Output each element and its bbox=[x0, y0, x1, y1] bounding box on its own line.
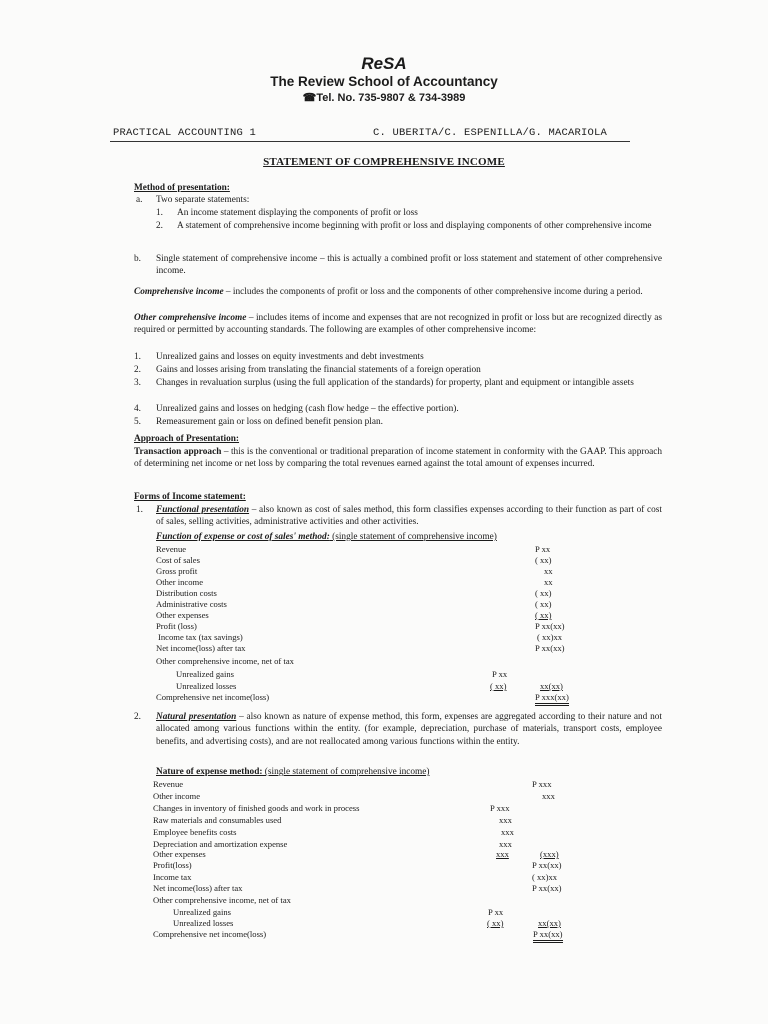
table-row-label: Income tax (tax savings) bbox=[158, 632, 243, 642]
natural-description bbox=[156, 711, 662, 748]
approach-text bbox=[134, 446, 662, 471]
example-num: 2. bbox=[134, 365, 141, 375]
table-row-label: Income tax bbox=[153, 872, 192, 882]
amount-component: P xx bbox=[488, 907, 504, 917]
oci-term: Other comprehensive income bbox=[134, 313, 247, 323]
table-row-label: Distribution costs bbox=[156, 588, 217, 598]
amount-total: P xxx bbox=[532, 779, 552, 789]
comprehensive-income-definition bbox=[134, 286, 662, 298]
instructors-label: C. UBERITA/C. ESPENILLA/G. MACARIOLA bbox=[373, 127, 608, 139]
example-item: Remeasurement gain or loss on defined benefit pension plan. bbox=[156, 417, 383, 427]
method-a-marker: a. bbox=[136, 195, 143, 205]
method-a-text: Two separate statements: bbox=[156, 195, 250, 205]
amount-total: ( xx) bbox=[535, 599, 552, 609]
amount-total: xx(xx) bbox=[538, 918, 561, 928]
telephone-line: ☎Tel. No. 735-9807 & 734-3989 bbox=[302, 92, 466, 104]
oci-definition bbox=[134, 312, 662, 337]
functional-num: 1. bbox=[136, 505, 143, 515]
amount-total: ( xx)xx bbox=[537, 632, 563, 642]
table-subtitle: (single statement of comprehensive income) bbox=[262, 767, 430, 777]
amount-total: xx bbox=[544, 577, 553, 587]
table-row-label: Other income bbox=[156, 577, 204, 587]
logo-text: ReSA bbox=[361, 54, 407, 73]
table-row-label: Changes in inventory of finished goods and work in process bbox=[153, 803, 360, 813]
table-row-label: Comprehensive net income(loss) bbox=[156, 692, 270, 702]
table-row-label: Net income(loss) after tax bbox=[156, 643, 246, 653]
method-item: An income statement displaying the components of profit or loss bbox=[177, 208, 418, 218]
method-b-text: Single statement of comprehensive income – this is actually a combined profit or loss statement and statement of other comprehensive income. bbox=[156, 254, 662, 277]
school-name: The Review School of Accountancy bbox=[270, 74, 498, 89]
table-row-label: Revenue bbox=[153, 779, 184, 789]
amount-total: P xx(xx) bbox=[532, 883, 562, 893]
table-row-label: Other expenses bbox=[156, 610, 209, 620]
table-row-label: Depreciation and amortization expense bbox=[153, 839, 288, 849]
amount-component: xxx bbox=[499, 839, 512, 849]
method-b-marker: b. bbox=[134, 254, 141, 264]
table-row-label: Employee benefits costs bbox=[153, 827, 237, 837]
ci-term: Comprehensive income bbox=[134, 287, 224, 297]
table-row-label: Other expenses bbox=[153, 849, 206, 859]
example-num: 5. bbox=[134, 417, 141, 427]
table-row-label: Other comprehensive income, net of tax bbox=[156, 656, 294, 666]
example-item: Unrealized gains and losses on equity investments and debt investments bbox=[156, 352, 424, 362]
ci-text: – includes the components of profit or loss and the components of other comprehensive income during a period. bbox=[223, 287, 643, 297]
amount-total: P xx bbox=[535, 544, 551, 554]
table-row-label: Unrealized losses bbox=[176, 681, 237, 691]
table-row-label: Unrealized gains bbox=[173, 907, 231, 917]
table-row-label: Unrealized gains bbox=[176, 669, 234, 679]
amount-total: ( xx) bbox=[535, 588, 552, 598]
functional-term: Functional presentation bbox=[156, 505, 250, 515]
table-row-label: Comprehensive net income(loss) bbox=[153, 929, 267, 939]
method-item-num: 2. bbox=[156, 221, 163, 231]
approach-body: – this is the conventional or traditional preparation of income statement in conformity with the GAAP. This approach of determining net income or net loss by comparing the total revenues earned against the total amount of expenses incurred. bbox=[134, 447, 662, 470]
amount-total: P xx(xx) bbox=[535, 643, 565, 653]
amount-component: P xxx bbox=[490, 803, 510, 813]
table-row-label: Revenue bbox=[156, 544, 187, 554]
method-item: A statement of comprehensive income beginning with profit or loss and displaying components of other comprehensive income bbox=[177, 221, 652, 231]
example-num: 3. bbox=[134, 378, 141, 388]
table-row-label: Other income bbox=[153, 791, 201, 801]
functional-table-title bbox=[156, 531, 497, 543]
amount-total: ( xx) bbox=[535, 555, 552, 565]
table-row-label: Profit(loss) bbox=[153, 860, 192, 870]
functional-text: – also known as cost of sales method, this form classifies expenses according to their function as part of cost of sales, selling activities, administrative activities and other activities. bbox=[156, 505, 662, 528]
table-row-label: Profit (loss) bbox=[156, 621, 197, 631]
example-item: Unrealized gains and losses on hedging (cash flow hedge – the effective portion). bbox=[156, 404, 459, 414]
natural-table-title bbox=[156, 766, 430, 778]
table-row-label: Administrative costs bbox=[156, 599, 227, 609]
subject-label: PRACTICAL ACCOUNTING 1 bbox=[113, 127, 257, 139]
table-row-label: Unrealized losses bbox=[173, 918, 234, 928]
table-title: Function of expense or cost of sales' method: bbox=[156, 532, 330, 542]
amount-total: xx(xx) bbox=[540, 681, 563, 691]
approach-heading: Approach of Presentation: bbox=[134, 434, 240, 444]
table-title: Nature of expense method: bbox=[156, 767, 263, 777]
table-row-label: Raw materials and consumables used bbox=[153, 815, 282, 825]
table-row-label: Net income(loss) after tax bbox=[153, 883, 243, 893]
amount-total: P xx(xx) bbox=[532, 860, 562, 870]
natural-num: 2. bbox=[134, 712, 141, 722]
amount-component: ( xx) bbox=[490, 681, 507, 691]
natural-term: Natural presentation bbox=[156, 712, 237, 722]
method-item-num: 1. bbox=[156, 208, 163, 218]
amount-total: xx bbox=[544, 566, 553, 576]
amount-component: xxx bbox=[499, 815, 512, 825]
approach-term: Transaction approach bbox=[134, 447, 222, 457]
table-row-label: Other comprehensive income, net of tax bbox=[153, 895, 291, 905]
amount-component: xxx bbox=[496, 849, 509, 859]
functional-description bbox=[156, 504, 662, 529]
natural-text: – also known as nature of expense method, this form, expenses are aggregated according to their nature and not allocated among various functions within the entity. (for example, depreciation, purchase of materials, transport costs, employee benefits, and advertising costs), and are not reallocated among various functions within the entity. bbox=[156, 712, 662, 747]
amount-total: P xxx(xx) bbox=[535, 692, 569, 706]
method-heading: Method of presentation: bbox=[134, 183, 230, 193]
amount-component: P xx bbox=[492, 669, 508, 679]
amount-component: xxx bbox=[501, 827, 514, 837]
example-item: Changes in revaluation surplus (using the full application of the standards) for property, plant and equipment or intangible assets bbox=[156, 378, 634, 388]
amount-total: (xxx) bbox=[540, 849, 559, 859]
example-item: Gains and losses arising from translating the financial statements of a foreign operation bbox=[156, 365, 481, 375]
amount-total: ( xx)xx bbox=[532, 872, 558, 882]
table-subtitle: (single statement of comprehensive income) bbox=[329, 532, 497, 542]
amount-total: xxx bbox=[542, 791, 555, 801]
table-row-label: Gross profit bbox=[156, 566, 198, 576]
amount-total: P xx(xx) bbox=[533, 929, 563, 943]
amount-component: ( xx) bbox=[487, 918, 504, 928]
header-rule bbox=[110, 141, 630, 142]
amount-total: ( xx) bbox=[535, 610, 552, 620]
example-num: 1. bbox=[134, 352, 141, 362]
table-row-label: Cost of sales bbox=[156, 555, 200, 565]
oci-text: – includes items of income and expenses that are not recognized in profit or loss but are recognized directly as required or permitted by accounting standards. The following are examples of other comprehensive income: bbox=[134, 313, 662, 336]
amount-total: P xx(xx) bbox=[535, 621, 565, 631]
forms-heading: Forms of Income statement: bbox=[134, 492, 246, 502]
page-title: STATEMENT OF COMPREHENSIVE INCOME bbox=[263, 156, 505, 168]
example-num: 4. bbox=[134, 404, 141, 414]
